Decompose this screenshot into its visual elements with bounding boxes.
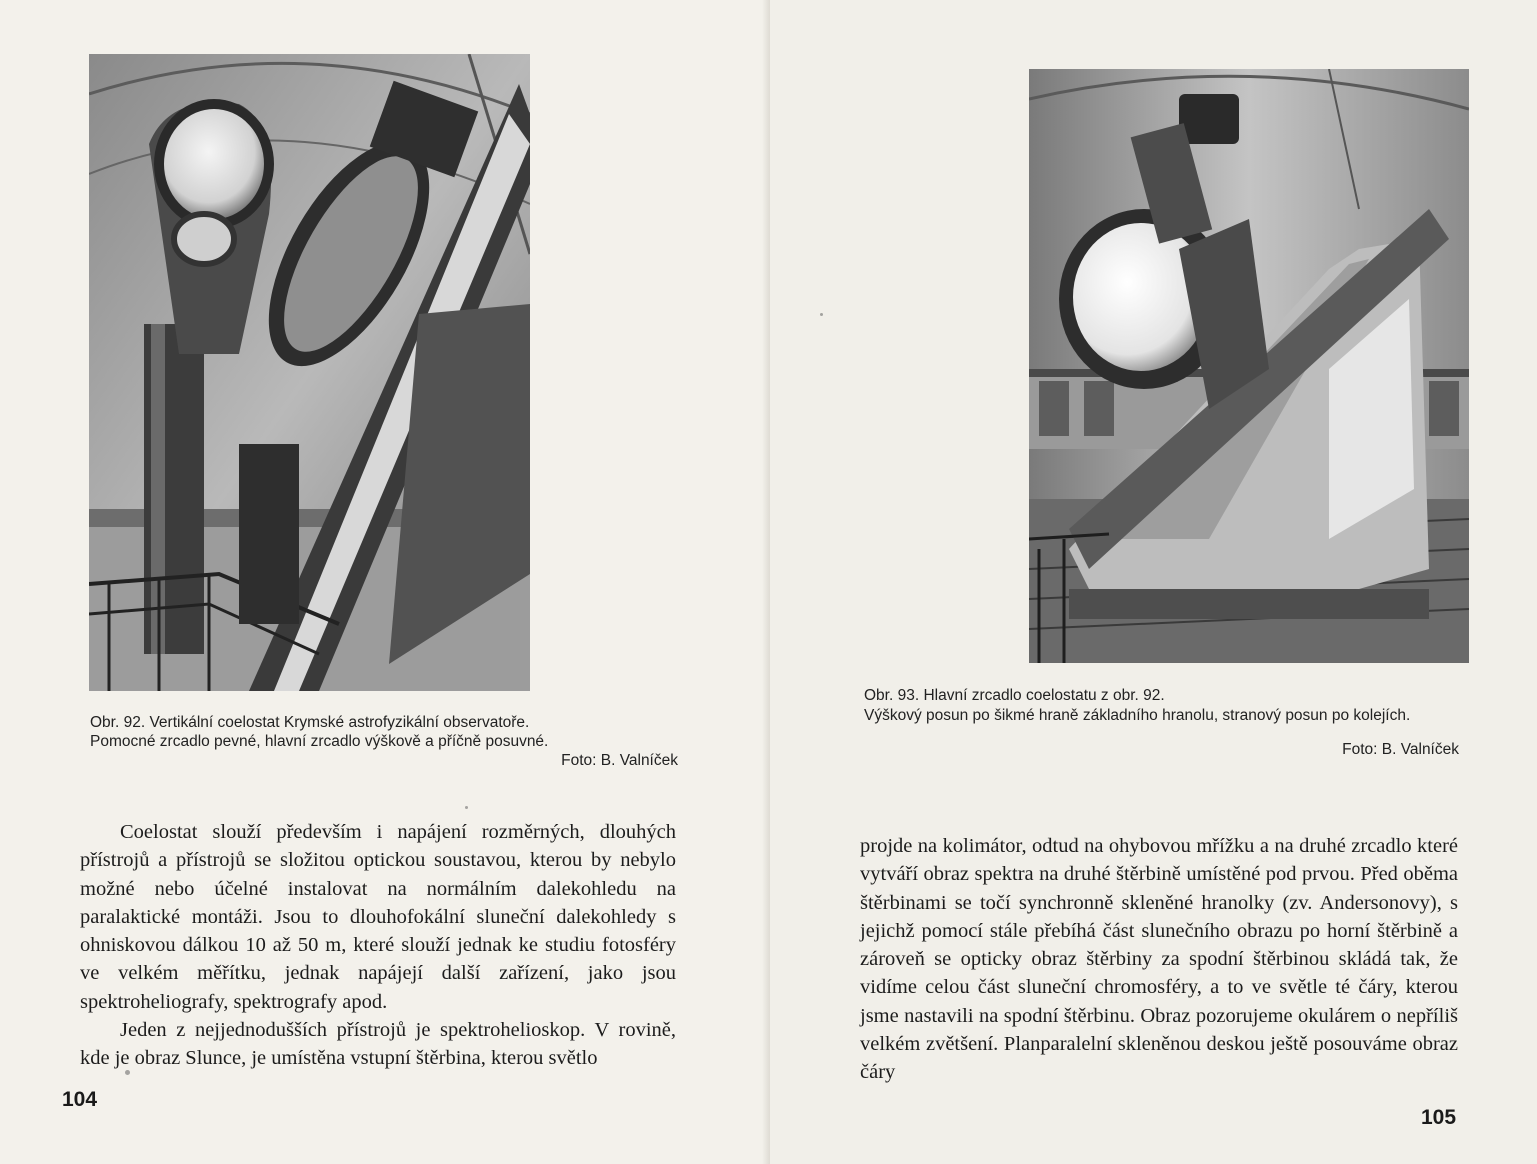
caption-line-2: Pomocné zrcadlo pevné, hlavní zrcadlo výškově a příčně posuvné.: [90, 733, 549, 750]
paragraph: projde na kolimátor, odtud na ohybovou mřížku a na druhé zrcadlo které vytváří obraz spektra na druhé štěrbině umístěné pod prvou. Před oběma štěrbinami se točí synchronně skleněné hranolky (zv. Andersonovy), s jejichž pomocí stále přebíhá část slunečního obrazu po horní štěrbině a zároveň se opticky obraz štěrbiny za spodní štěrbinou skládá tak, že vidíme celou část sluneční chromosféry, a to ve světle té čáry, kterou jsme nastavili na spodní štěrbinu. Obraz pozorujeme okulárem o nepříliš velkém zvětšení. Planparalelní skleněnou deskou ještě posouváme obraz čáry: [860, 835, 1458, 1084]
figure-93-caption: [864, 686, 1459, 759]
right-body-text: [860, 832, 1458, 1087]
page-number: 105: [1421, 1106, 1457, 1129]
caption-line-1: Obr. 92. Vertikální coelostat Krymské astrofyzikální observatoře.: [90, 714, 530, 731]
figure-93-photo: [1029, 69, 1469, 663]
left-body-text: [80, 818, 676, 1073]
paragraph: Coelostat slouží především i napájení rozměrných, dlouhých přístrojů a přístrojů se složitou optickou soustavou, kterou by nebylo možné nebo účelné instalovat na normálním dalekohledu na paralaktické montáži. Jsou to dlouhofokální sluneční dalekohledy s ohniskovou dálkou 10 až 50 m, které slouží jednak ke studiu fotosféry ve velkém měřítku, jednak napájejí další zařízení, jako jsou spektroheliografy, spektrografy apod.: [80, 821, 676, 1013]
page-number: 104: [62, 1088, 98, 1111]
paper-speck: [465, 806, 468, 809]
caption-line-1: Obr. 93. Hlavní zrcadlo coelostatu z obr. 92.: [864, 687, 1165, 704]
main-mirror-photo-illustration: [1029, 69, 1469, 663]
photo-credit: Foto: B. Valníček: [1342, 741, 1459, 758]
figure-92-photo: [89, 54, 530, 691]
figure-92-caption: [90, 713, 678, 770]
photo-credit: Foto: B. Valníček: [561, 752, 678, 769]
paper-speck: [125, 1070, 130, 1075]
paper-speck: [820, 313, 823, 316]
coelostat-photo-illustration: [89, 54, 530, 691]
caption-line-2: Výškový posun po šikmé hraně základního hranolu, stranový posun po kolejích.: [864, 707, 1411, 724]
paragraph: Jeden z nejjednodušších přístrojů je spektrohelioskop. V rovině, kde je obraz Slunce, je umístěna vstupní štěrbina, kterou světlo: [80, 1019, 676, 1070]
